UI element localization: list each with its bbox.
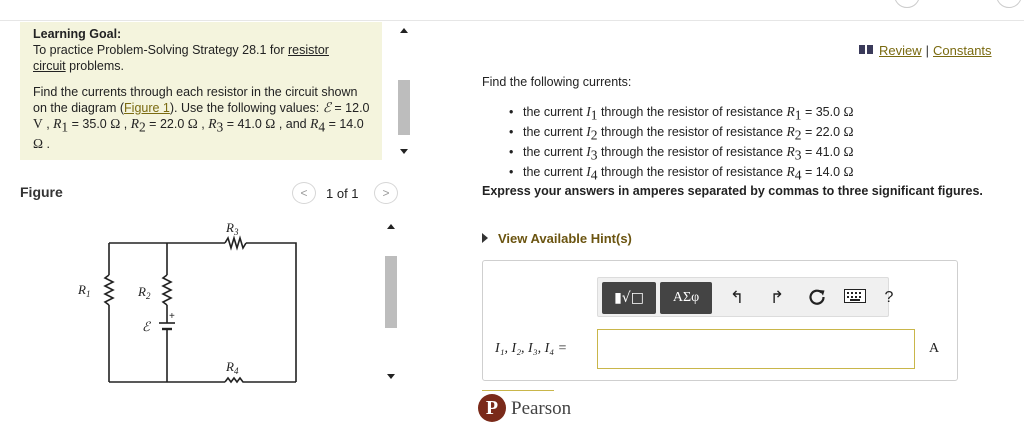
problem-intro: Find the following currents: xyxy=(482,75,632,89)
answer-label: I₁, I₂, I₃, I₄ = xyxy=(495,341,568,356)
value-number: = 12.0 xyxy=(330,101,370,115)
answer-instructions: Express your answers in amperes separated by commas to three significant figures. xyxy=(482,184,983,198)
value-unit: Ω xyxy=(265,116,276,131)
resistance-unit: Ω xyxy=(843,103,854,119)
resistor-link[interactable]: resistor xyxy=(287,43,329,57)
figure-title: Figure xyxy=(20,184,63,200)
svg-text:R4: $R_4$ xyxy=(226,359,239,376)
value-number: = 35.0 xyxy=(68,117,111,131)
value-separator: , xyxy=(120,117,131,131)
current-subscript: 3 xyxy=(590,147,598,162)
svg-text:R1: $R_1$ xyxy=(78,282,91,299)
given-value xyxy=(208,116,276,135)
circuit-diagram xyxy=(60,215,340,390)
value-symbol: R xyxy=(53,116,62,131)
current-symbol: I xyxy=(586,103,591,119)
value-number: = 41.0 xyxy=(223,117,266,131)
resistor-r3 xyxy=(225,238,246,248)
given-value xyxy=(53,116,121,135)
current-list xyxy=(482,104,1002,184)
scroll-up-arrow[interactable] xyxy=(400,28,408,33)
undo-icon[interactable]: ↰ xyxy=(729,288,745,307)
value-subscript: 1 xyxy=(61,119,69,135)
current-prefix: the current xyxy=(523,104,587,119)
wire xyxy=(246,243,296,382)
math-toolbar xyxy=(597,277,894,317)
pearson-brand: Pearson xyxy=(511,398,572,419)
resistor-r1 xyxy=(105,275,113,305)
value-separator: , xyxy=(42,117,54,131)
problem-statement xyxy=(482,74,1002,184)
current-item xyxy=(482,144,1002,164)
value-separator: , xyxy=(197,117,209,131)
current-symbol: I xyxy=(586,163,591,179)
resistance-unit: Ω xyxy=(843,143,854,159)
constants-link[interactable]: Constants xyxy=(933,43,992,58)
resistor-r4 xyxy=(225,378,246,382)
value-separator: . xyxy=(43,136,50,151)
answer-unit: A xyxy=(929,341,940,356)
keyboard-icon[interactable] xyxy=(844,287,866,309)
current-item xyxy=(482,164,1002,184)
templates-button[interactable]: ▮√□ xyxy=(602,282,656,314)
symbols-button[interactable]: ΑΣφ xyxy=(660,282,712,314)
value-number: = 14.0 xyxy=(325,117,364,131)
current-item xyxy=(482,124,1002,144)
value-symbol: R xyxy=(130,116,139,131)
current-subscript: 1 xyxy=(590,107,598,122)
current-text: through the resistor of resistance xyxy=(597,144,787,159)
top-circle-button[interactable] xyxy=(894,0,920,8)
value-symbol: R xyxy=(208,116,217,131)
current-item xyxy=(482,104,1002,124)
prev-figure-button[interactable] xyxy=(292,182,316,204)
help-button[interactable]: ? xyxy=(884,289,894,306)
learning-goal-panel xyxy=(20,22,382,160)
battery-plus-label: + xyxy=(169,311,175,322)
view-hints-button[interactable]: View Available Hint(s) xyxy=(482,231,632,246)
review-links: Review | Constants xyxy=(859,43,992,58)
r4-label: R xyxy=(226,359,234,374)
current-prefix: the current xyxy=(523,144,587,159)
value-unit: Ω xyxy=(110,116,121,131)
scroll-thumb[interactable] xyxy=(385,256,397,328)
resistance-symbol: R xyxy=(786,123,795,139)
value-subscript: 2 xyxy=(138,119,146,135)
resistance-value: = 14.0 xyxy=(801,164,844,179)
learning-goal-instructions: Find the currents through each resistor in the circuit shown on the diagram (Figure 1). Use the following values: ℰ = 12.0 V , $R_1 = 35.0$ Ω , $R_2 = 22.0$ Ω , $R_3 = 41.0$ Ω , and $R_4 = 14.0$ Ω . xyxy=(33,85,370,151)
scroll-down-arrow[interactable] xyxy=(387,374,395,379)
learning-goal-title: Learning Goal: xyxy=(33,27,122,41)
r2-label: R xyxy=(138,284,146,299)
chevron-left-icon: < xyxy=(300,186,308,200)
figure-header xyxy=(20,182,400,204)
current-symbol: I xyxy=(586,123,591,139)
figure-page-indicator: 1 of 1 xyxy=(326,186,359,201)
resistance-unit: Ω xyxy=(843,163,854,179)
resistance-subscript: 2 xyxy=(794,127,802,142)
resistance-value: = 35.0 xyxy=(801,104,844,119)
top-divider xyxy=(0,20,1024,21)
next-figure-button[interactable] xyxy=(374,182,398,204)
pearson-logo-icon: P xyxy=(478,394,506,422)
figure-scrollbar[interactable] xyxy=(383,218,399,388)
current-text: through the resistor of resistance xyxy=(597,124,787,139)
scroll-down-arrow[interactable] xyxy=(400,149,408,154)
value-separator: , and xyxy=(275,117,311,131)
emf-label: ℰ xyxy=(142,319,150,334)
r3-label: R xyxy=(226,220,234,235)
answer-input[interactable] xyxy=(597,329,915,369)
resistance-symbol: R xyxy=(786,163,795,179)
scroll-up-arrow[interactable] xyxy=(387,224,395,229)
resistance-subscript: 4 xyxy=(794,167,802,182)
value-unit: V xyxy=(33,116,43,131)
current-subscript: 4 xyxy=(590,167,598,182)
resistance-symbol: R xyxy=(786,103,795,119)
svg-text:R3: $R_3$ xyxy=(226,220,239,237)
book-icon xyxy=(859,45,873,54)
footer-divider xyxy=(482,390,554,391)
resistor-r2 xyxy=(163,275,171,305)
value-unit: Ω xyxy=(187,116,198,131)
current-prefix: the current xyxy=(523,124,587,139)
top-circle-button[interactable] xyxy=(996,0,1022,8)
expand-triangle-icon xyxy=(482,233,488,243)
answer-panel xyxy=(482,260,958,381)
resistance-unit: Ω xyxy=(843,123,854,139)
current-text: through the resistor of resistance xyxy=(597,164,787,179)
value-symbol: R xyxy=(310,116,319,131)
goal-scrollbar[interactable] xyxy=(396,22,412,160)
current-prefix: the current xyxy=(523,164,587,179)
value-number: = 22.0 xyxy=(145,117,188,131)
value-unit: Ω xyxy=(33,135,44,151)
current-symbol: I xyxy=(586,143,591,159)
figure-1-link[interactable]: Figure 1 xyxy=(124,101,170,115)
resistance-value: = 41.0 xyxy=(801,144,844,159)
chevron-right-icon: > xyxy=(382,186,390,200)
current-subscript: 2 xyxy=(590,127,598,142)
redo-icon[interactable]: ↱ xyxy=(769,288,785,307)
svg-text:R2: $R_2$ xyxy=(138,284,151,301)
r1-label: R xyxy=(78,282,86,297)
current-text: through the resistor of resistance xyxy=(597,104,787,119)
resistance-subscript: 1 xyxy=(794,107,802,122)
value-subscript: 4 xyxy=(318,119,326,135)
given-value xyxy=(130,116,198,135)
value-subscript: 3 xyxy=(216,119,224,135)
scroll-thumb[interactable] xyxy=(398,80,410,135)
resistance-subscript: 3 xyxy=(794,147,802,162)
value-symbol: ℰ xyxy=(322,100,331,115)
resistance-symbol: R xyxy=(786,143,795,159)
circuit-link[interactable]: circuit xyxy=(33,59,66,73)
learning-goal-intro: To practice Problem-Solving Strategy 28.1 for resistor circuit problems. xyxy=(33,43,329,73)
resistance-value: = 22.0 xyxy=(801,124,844,139)
reset-icon[interactable] xyxy=(806,287,828,309)
review-link[interactable]: Review xyxy=(879,43,922,58)
